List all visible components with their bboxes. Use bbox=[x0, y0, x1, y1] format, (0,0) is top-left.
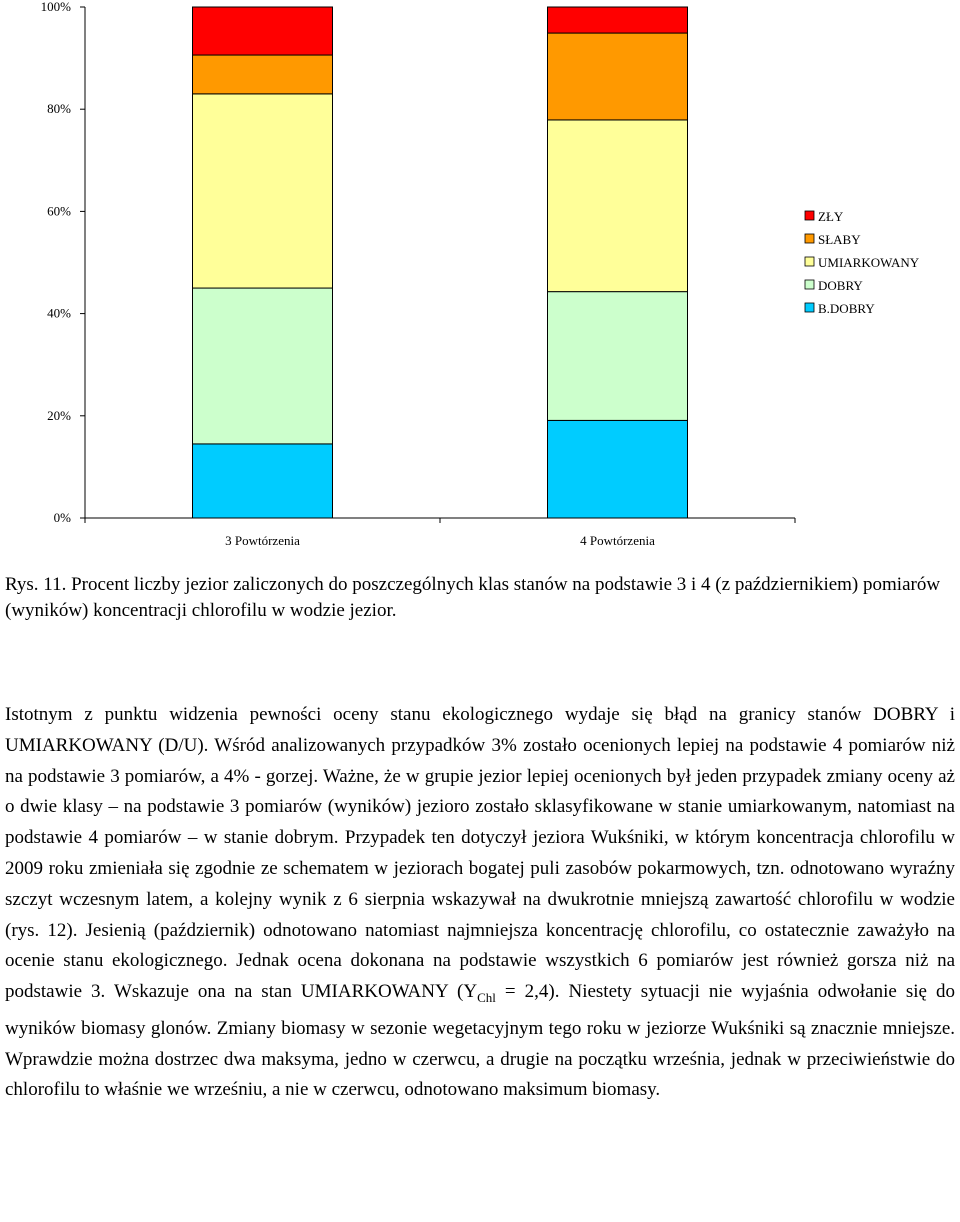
y-tick-label: 60% bbox=[47, 203, 71, 219]
legend-swatch bbox=[805, 280, 814, 289]
y-tick-label: 100% bbox=[40, 0, 71, 14]
bar-segment bbox=[193, 7, 333, 55]
legend-swatch bbox=[805, 234, 814, 243]
legend-label: SŁABY bbox=[818, 232, 861, 247]
bar-segment bbox=[193, 94, 333, 288]
legend-label: UMIARKOWANY bbox=[818, 255, 920, 270]
figure-caption: Rys. 11. Procent liczby jezior zaliczonych do poszczególnych klas stanów na podstawie 3 i 4 (z październikiem) pomiarów (wyników) koncentracji chlorofilu w wodzie jezior. bbox=[5, 574, 941, 621]
legend-label: B.DOBRY bbox=[818, 301, 875, 316]
bar-segment bbox=[548, 120, 688, 292]
bar-segment bbox=[193, 444, 333, 518]
y-tick-label: 40% bbox=[47, 305, 71, 321]
paragraph-text-continued: = 2,4). Niestety sytuacji nie wyjaśnia odwołanie się do wyników biomasy glonów. Zmiany biomasy w sezonie wegetacyjnym tego roku w jeziorze Wukśniki są znacznie mniejsze. Wprawdzie można dostrzec dwa maksyma, jedno w czerwcu, a drugie na początku września, jednak w przeciwieństwie do chlorofilu to właśnie we wrześniu, a nie w czerwcu, odnotowano maksimum biomasy. bbox=[5, 981, 956, 1101]
stacked-bar-chart bbox=[0, 0, 960, 560]
legend-swatch bbox=[805, 303, 814, 312]
y-tick-label: 20% bbox=[47, 407, 71, 423]
legend-swatch bbox=[805, 257, 814, 266]
x-category-label: 4 Powtórzenia bbox=[580, 533, 655, 548]
bar-segment bbox=[548, 33, 688, 120]
legend-label: DOBRY bbox=[818, 278, 863, 293]
bars-layer bbox=[193, 7, 688, 518]
legend-label: ZŁY bbox=[818, 209, 844, 224]
chart-svg bbox=[0, 0, 960, 560]
bar-segment bbox=[548, 292, 688, 421]
x-category-label: 3 Powtórzenia bbox=[225, 533, 300, 548]
paragraph-subscript: Chl bbox=[477, 989, 496, 1005]
bar-segment bbox=[193, 288, 333, 444]
bar-segment bbox=[548, 7, 688, 33]
bar-segment bbox=[548, 420, 688, 518]
paragraph-text: Istotnym z punktu widzenia pewności oceny stanu ekologicznego wydaje się błąd na granicy stanów DOBRY i UMIARKOWANY (D/U). Wśród analizowanych przypadków 3% zostało ocenionych lepiej na podstawie 4 pomiarów niż na podstawie 3 pomiarów, a 4% - gorzej. Ważne, że w grupie jezior lepiej ocenionych był jeden przypadek zmiany oceny aż o dwie klasy – na podstawie 3 pomiarów (wyników) jezioro zostało sklasyfikowane w stanie umiarkowanym, natomiast na podstawie 4 pomiarów – w stanie dobrym. Przypadek ten dotyczył jeziora Wukśniki, w którym koncentracja chlorofilu w 2009 roku zmieniała się zgodnie ze schematem w jeziorach bogatej puli zasobów pokarmowych, tzn. odnotowano wyraźny szczyt wczesnym latem, a kolejny wynik z 6 sierpnia wskazywał na dwukrotnie mniejszą zawartość chlorofilu w wodzie (rys. 12). Jesienią (październik) odnotowano natomiast najmniejsza koncentrację chlorofilu, co ostatecznie zaważyło na ocenie stanu ekologicznego. Jednak ocena dokonana na podstawie wszystkich 6 pomiarów jest również gorsza niż na podstawie 3. Wskazuje ona na stan UMIARKOWANY (Y bbox=[5, 704, 955, 1003]
y-tick-label: 80% bbox=[47, 101, 71, 117]
bar-segment bbox=[193, 55, 333, 94]
legend-swatch bbox=[805, 211, 814, 220]
chart-legend bbox=[805, 209, 920, 316]
y-tick-label: 0% bbox=[53, 510, 71, 525]
body-paragraph bbox=[5, 700, 955, 1106]
